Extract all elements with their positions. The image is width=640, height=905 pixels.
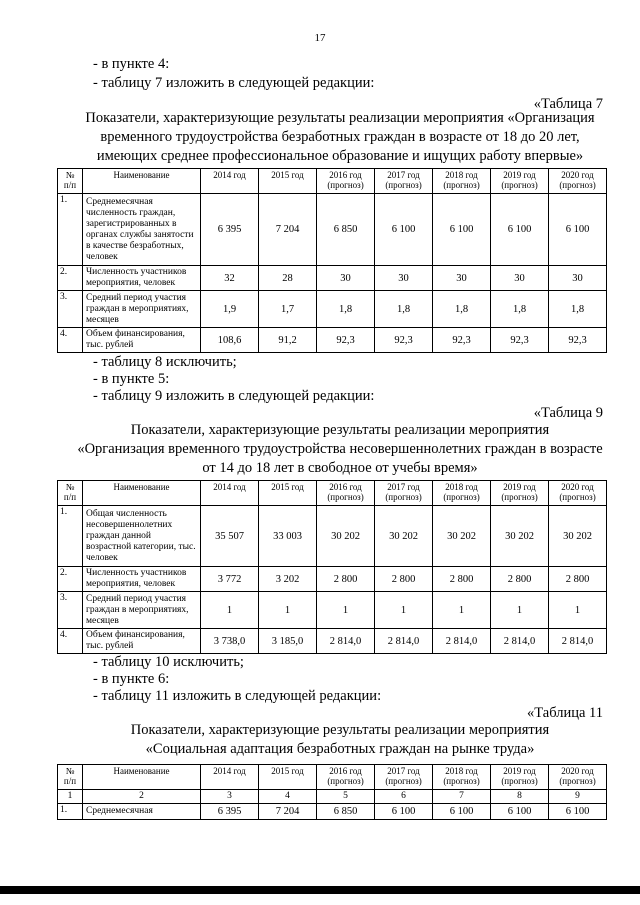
value-cell: 92,3 (433, 328, 491, 353)
value-cell: 92,3 (375, 328, 433, 353)
header-cell-year: 2019 год (прогноз) (491, 765, 549, 790)
header-cell-year: 2019 год (прогноз) (491, 169, 549, 194)
row-name: Численность участников мероприятия, человек (83, 567, 201, 592)
value-cell: 30 202 (549, 506, 607, 567)
header-cell-year: 2015 год (259, 169, 317, 194)
row-name: Средний период участия граждан в мероприятиях, месяцев (83, 592, 201, 629)
value-cell: 92,3 (491, 328, 549, 353)
value-cell: 2 814,0 (491, 629, 549, 654)
header-cell-year: 2017 год (прогноз) (375, 481, 433, 506)
table-title: Показатели, характеризующие результаты реализации мероприятия «Организация временного трудоустройства безработных граждан в возрасте от 18 до 20 лет, имеющих среднее профессиональное образование и ищущих работу впервые» (85, 110, 595, 164)
value-cell: 1,7 (259, 291, 317, 328)
row-number: 4. (58, 629, 83, 654)
value-cell: 30 (433, 266, 491, 291)
value-cell: 2 800 (375, 567, 433, 592)
value-cell: 30 202 (491, 506, 549, 567)
table-title: Показатели, характеризующие результаты реализации мероприятия «Социальная адаптация безработных граждан на рынке труда» (130, 722, 550, 757)
table-title: Показатели, характеризующие результаты реализации мероприятия «Организация временного трудоустройства несовершеннолетних граждан в возрасте от 14 до 18 лет в свободное от учебы время» (77, 422, 603, 476)
instruction-line: - таблицу 8 исключить; (93, 354, 237, 370)
scan-edge-bar (0, 886, 640, 894)
value-cell: 3 738,0 (201, 629, 259, 654)
row-name: Объем финансирования, тыс. рублей (83, 629, 201, 654)
page-number: 17 (314, 32, 326, 44)
value-cell: 6 100 (549, 804, 607, 820)
value-cell: 2 800 (317, 567, 375, 592)
value-cell: 3 772 (201, 567, 259, 592)
table-label: «Таблица 7 (533, 96, 603, 112)
table-header-row (58, 481, 607, 506)
value-cell: 33 003 (259, 506, 317, 567)
value-cell: 1,8 (317, 291, 375, 328)
value-cell: 6 100 (375, 194, 433, 266)
value-cell: 6 850 (317, 194, 375, 266)
value-cell: 1,8 (375, 291, 433, 328)
value-cell: 30 202 (433, 506, 491, 567)
row-number: 1. (58, 506, 83, 567)
value-cell: 1 (201, 592, 259, 629)
value-cell: 6 100 (375, 804, 433, 820)
value-cell: 2 800 (433, 567, 491, 592)
header-cell-year: 2018 год (прогноз) (433, 481, 491, 506)
table-row (58, 804, 607, 820)
table-row (58, 506, 607, 567)
header-cell-year: 2015 год (259, 765, 317, 790)
instruction-line: - таблицу 11 изложить в следующей редакции: (93, 688, 382, 704)
column-number: 5 (317, 790, 375, 804)
row-name: Среднемесячная (83, 804, 201, 820)
value-cell: 1 (491, 592, 549, 629)
value-cell: 2 814,0 (549, 629, 607, 654)
value-cell: 30 (491, 266, 549, 291)
table-row (58, 328, 607, 353)
value-cell: 30 (549, 266, 607, 291)
value-cell: 2 814,0 (317, 629, 375, 654)
value-cell: 108,6 (201, 328, 259, 353)
instruction-line: - таблицу 9 изложить в следующей редакции: (93, 388, 375, 404)
value-cell: 30 202 (375, 506, 433, 567)
column-number: 9 (549, 790, 607, 804)
column-number: 1 (58, 790, 83, 804)
header-cell-num: № п/п (58, 481, 83, 506)
value-cell: 6 100 (549, 194, 607, 266)
table-row (58, 291, 607, 328)
table-row (58, 629, 607, 654)
header-cell-name: Наименование (83, 765, 201, 790)
instruction-line: - таблицу 10 исключить; (93, 654, 244, 670)
value-cell: 28 (259, 266, 317, 291)
header-cell-year: 2020 год (прогноз) (549, 481, 607, 506)
header-cell-year: 2018 год (прогноз) (433, 169, 491, 194)
value-cell: 92,3 (317, 328, 375, 353)
value-cell: 6 100 (433, 194, 491, 266)
row-number: 2. (58, 266, 83, 291)
row-number: 4. (58, 328, 83, 353)
instruction-line: - в пункте 5: (93, 371, 170, 387)
row-name: Средний период участия граждан в мероприятиях, месяцев (83, 291, 201, 328)
table-row (58, 266, 607, 291)
column-number: 6 (375, 790, 433, 804)
value-cell: 1,8 (491, 291, 549, 328)
header-cell-name: Наименование (83, 481, 201, 506)
table-7 (57, 168, 607, 353)
value-cell: 6 100 (491, 194, 549, 266)
value-cell: 1,8 (433, 291, 491, 328)
row-number: 3. (58, 592, 83, 629)
column-number-row (58, 790, 607, 804)
table-11 (57, 764, 607, 820)
header-cell-year: 2014 год (201, 169, 259, 194)
column-number: 2 (83, 790, 201, 804)
header-cell-year: 2016 год (прогноз) (317, 481, 375, 506)
column-number: 8 (491, 790, 549, 804)
value-cell: 1 (259, 592, 317, 629)
value-cell: 6 395 (201, 194, 259, 266)
header-cell-year: 2016 год (прогноз) (317, 169, 375, 194)
value-cell: 6 395 (201, 804, 259, 820)
table-header-row (58, 765, 607, 790)
header-cell-year: 2016 год (прогноз) (317, 765, 375, 790)
header-cell-num: № п/п (58, 765, 83, 790)
row-number: 2. (58, 567, 83, 592)
value-cell: 6 100 (433, 804, 491, 820)
instruction-line: - в пункте 6: (93, 671, 170, 687)
value-cell: 32 (201, 266, 259, 291)
table-9 (57, 480, 607, 654)
header-cell-year: 2020 год (прогноз) (549, 765, 607, 790)
value-cell: 1 (549, 592, 607, 629)
value-cell: 3 185,0 (259, 629, 317, 654)
header-cell-year: 2017 год (прогноз) (375, 169, 433, 194)
table-label: «Таблица 11 (527, 705, 603, 721)
value-cell: 2 800 (549, 567, 607, 592)
table-label: «Таблица 9 (533, 405, 603, 421)
header-cell-num: № п/п (58, 169, 83, 194)
column-number: 3 (201, 790, 259, 804)
row-number: 1. (58, 194, 83, 266)
value-cell: 7 204 (259, 194, 317, 266)
value-cell: 2 814,0 (433, 629, 491, 654)
column-number: 7 (433, 790, 491, 804)
instruction-line: - в пункте 4: (93, 56, 170, 72)
value-cell: 2 800 (491, 567, 549, 592)
row-name: Среднемесячная численность граждан, зарегистрированных в органах службы занятости в качестве безработных, человек (83, 194, 201, 266)
row-name: Общая численность несовершеннолетних граждан данной возрастной категории, тыс. человек (83, 506, 201, 567)
header-cell-year: 2017 год (прогноз) (375, 765, 433, 790)
value-cell: 30 202 (317, 506, 375, 567)
header-cell-year: 2020 год (прогноз) (549, 169, 607, 194)
row-name: Численность участников мероприятия, человек (83, 266, 201, 291)
value-cell: 30 (317, 266, 375, 291)
header-cell-year: 2019 год (прогноз) (491, 481, 549, 506)
value-cell: 1 (433, 592, 491, 629)
column-number: 4 (259, 790, 317, 804)
value-cell: 7 204 (259, 804, 317, 820)
header-cell-name: Наименование (83, 169, 201, 194)
value-cell: 6 850 (317, 804, 375, 820)
header-cell-year: 2014 год (201, 765, 259, 790)
value-cell: 1 (375, 592, 433, 629)
value-cell: 2 814,0 (375, 629, 433, 654)
row-name: Объем финансирования, тыс. рублей (83, 328, 201, 353)
row-number: 1. (58, 804, 83, 820)
value-cell: 1,8 (549, 291, 607, 328)
value-cell: 1,9 (201, 291, 259, 328)
value-cell: 92,3 (549, 328, 607, 353)
header-cell-year: 2014 год (201, 481, 259, 506)
table-row (58, 567, 607, 592)
table-header-row (58, 169, 607, 194)
instruction-line: - таблицу 7 изложить в следующей редакции: (93, 75, 375, 91)
value-cell: 35 507 (201, 506, 259, 567)
row-number: 3. (58, 291, 83, 328)
table-row (58, 592, 607, 629)
table-row (58, 194, 607, 266)
value-cell: 3 202 (259, 567, 317, 592)
value-cell: 30 (375, 266, 433, 291)
value-cell: 1 (317, 592, 375, 629)
header-cell-year: 2015 год (259, 481, 317, 506)
value-cell: 91,2 (259, 328, 317, 353)
value-cell: 6 100 (491, 804, 549, 820)
header-cell-year: 2018 год (прогноз) (433, 765, 491, 790)
